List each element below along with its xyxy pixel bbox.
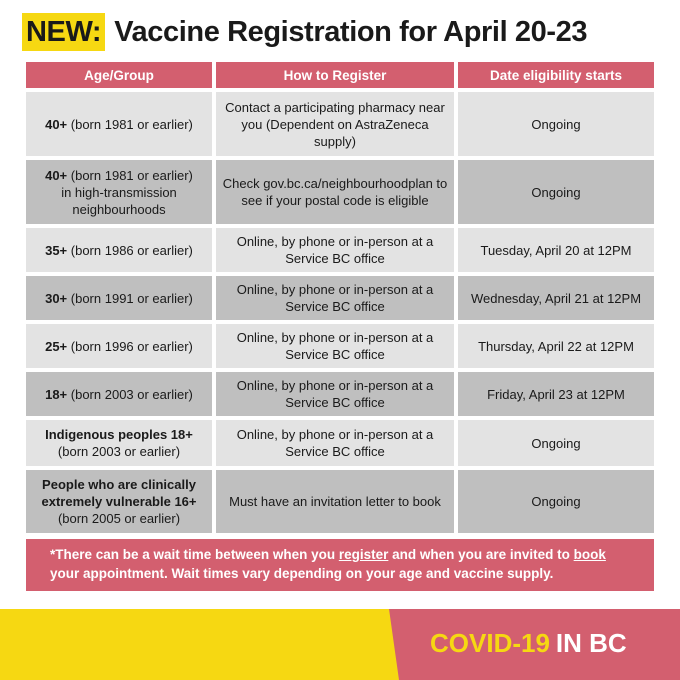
- header-date-eligibility: Date eligibility starts: [458, 62, 654, 88]
- cell-date-eligibility: Thursday, April 22 at 12PM: [458, 324, 654, 368]
- wait-time-note: *There can be a wait time between when you register and when you are invited to book your appointment. Wait times vary depending on your age and vaccine supply.: [26, 539, 654, 591]
- cell-age-group: 30+ (born 1991 or earlier): [26, 276, 212, 320]
- cell-age-group: 18+ (born 2003 or earlier): [26, 372, 212, 416]
- cell-date-eligibility: Friday, April 23 at 12PM: [458, 372, 654, 416]
- cell-age-group: 40+ (born 1981 or earlier) in high-transmission neighbourhoods: [26, 160, 212, 224]
- cell-how-to-register: Must have an invitation letter to book: [216, 470, 454, 533]
- header-how-to-register: How to Register: [216, 62, 454, 88]
- cell-age-group: 35+ (born 1986 or earlier): [26, 228, 212, 272]
- cell-how-to-register: Online, by phone or in-person at a Service BC office: [216, 324, 454, 368]
- cell-date-eligibility: Wednesday, April 21 at 12PM: [458, 276, 654, 320]
- covid-bc-brand: COVID-19 IN BC: [430, 628, 627, 658]
- registration-table: [26, 62, 654, 533]
- cell-how-to-register: Check gov.bc.ca/neighbourhoodplan to see if your postal code is eligible: [216, 160, 454, 224]
- book-link-text: book: [573, 547, 606, 562]
- cell-age-group: 25+ (born 1996 or earlier): [26, 324, 212, 368]
- new-tag: NEW:: [22, 13, 105, 51]
- cell-age-group: 40+ (born 1981 or earlier): [26, 92, 212, 156]
- cell-how-to-register: Online, by phone or in-person at a Service BC office: [216, 276, 454, 320]
- cell-date-eligibility: Ongoing: [458, 160, 654, 224]
- header-age-group: Age/Group: [26, 62, 212, 88]
- page-title: [22, 10, 662, 54]
- cell-date-eligibility: Ongoing: [458, 470, 654, 533]
- cell-how-to-register: Online, by phone or in-person at a Service BC office: [216, 228, 454, 272]
- cell-date-eligibility: Ongoing: [458, 420, 654, 466]
- cell-how-to-register: Online, by phone or in-person at a Service BC office: [216, 420, 454, 466]
- cell-how-to-register: Online, by phone or in-person at a Service BC office: [216, 372, 454, 416]
- cell-date-eligibility: Tuesday, April 20 at 12PM: [458, 228, 654, 272]
- cell-how-to-register: Contact a participating pharmacy near you (Dependent on AstraZeneca supply): [216, 92, 454, 156]
- cell-age-group: People who are clinically extremely vulnerable 16+ (born 2005 or earlier): [26, 470, 212, 533]
- cell-date-eligibility: Ongoing: [458, 92, 654, 156]
- register-link-text: register: [338, 547, 389, 562]
- cell-age-group: Indigenous peoples 18+ (born 2003 or earlier): [26, 420, 212, 466]
- title-text: Vaccine Registration for April 20-23: [114, 15, 588, 48]
